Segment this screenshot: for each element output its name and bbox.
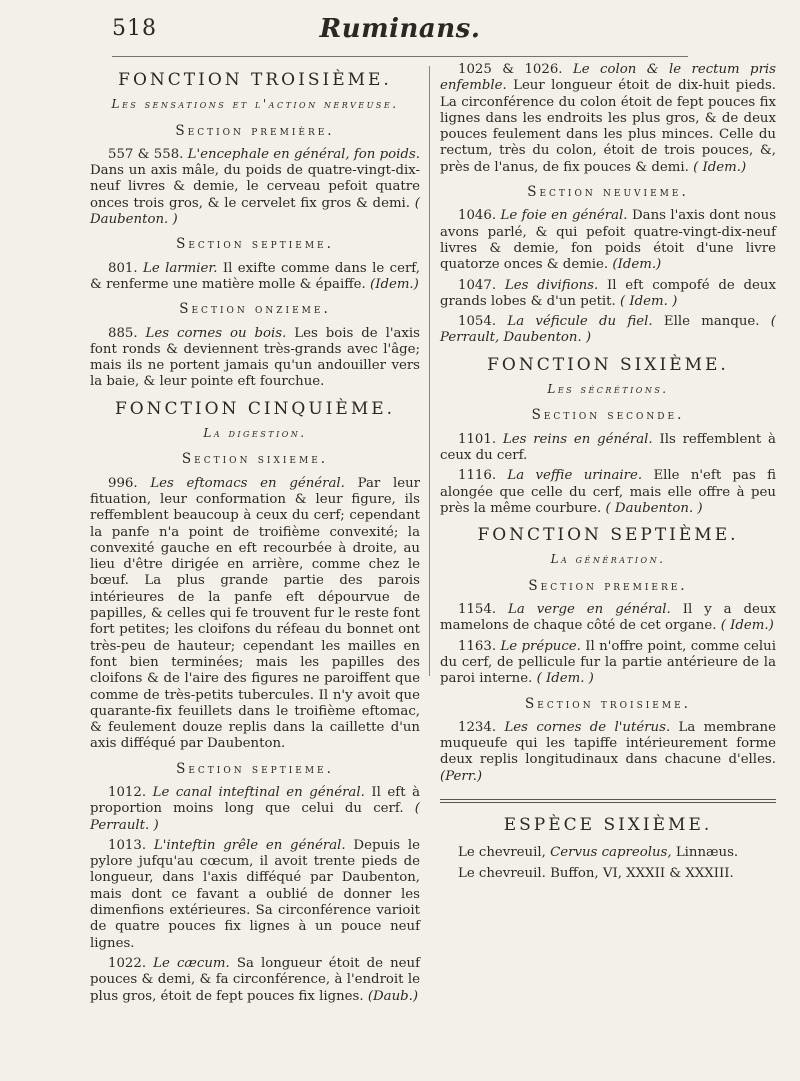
species-latin-name: Cervus capreolus,	[550, 845, 672, 861]
article-body: Par leur fituation, leur conformation & leur figure, ils reffemblent beaucoup à ceux du cerf; cependant la panfe n'a point de troifième convexité; la convexité gauche en eft recourbée à droite, au lieu d'être dirigée en arrière, comme chez le bœuf. La plus grande partie des parois intérieures de la panfe eft dépourvue de papilles, & celles qui fe trouvent fur le reste font fort petites; les cloifons du réfeau du bonnet ont très-peu de hauteur; cependant les mailles en font bien terminées; mais les papilles des cloifons & de l'aire des figures ne paroiffent que comme de très-petits tubercules. Il n'y avoit que quarante-fix feuillets dans le troifième eftomac, & feulement douze replis dans la caillette d'un axis difféqué par Daubenton.	[90, 475, 420, 752]
species-reference: Le chevreuil. Buffon, VI, XXXII & XXXIII.	[458, 865, 734, 881]
article-number: 1022.	[108, 955, 147, 971]
article-title: La veffie urinaire.	[507, 468, 643, 484]
article-number: 557 & 558.	[108, 146, 184, 162]
section-title: Section seconde.	[531, 407, 685, 424]
species-heading: ESPÈCE SIXIÈME.	[503, 814, 713, 835]
running-head: Ruminans.	[319, 14, 481, 44]
article-paragraph	[90, 147, 420, 228]
section-title: Section première.	[175, 122, 335, 139]
page-number: 518	[112, 16, 157, 41]
function-subheading: Les sécrétions.	[547, 382, 669, 397]
article-title: Le larmier.	[143, 260, 218, 276]
species-common-name: Le chevreuil,	[458, 845, 546, 861]
article-body: Il n'offre point, comme celui du cerf, de pellicule fur la partie antérieure de la paroi interne.	[440, 638, 776, 687]
double-rule	[440, 799, 776, 803]
article-paragraph	[90, 261, 420, 294]
function-heading: FONCTION SEPTIÈME.	[477, 525, 739, 546]
function-subheading: Les sensations et l'action nerveuse.	[111, 97, 399, 112]
article-paragraph	[440, 278, 776, 311]
article-source: ( Perrault, Daubenton. )	[440, 314, 776, 346]
left-column	[90, 62, 420, 1081]
article-number: 1046.	[458, 208, 497, 224]
column-divider	[429, 66, 430, 676]
article-title: La véficule du fiel.	[507, 314, 653, 330]
function-heading: FONCTION SIXIÈME.	[487, 354, 729, 375]
function-heading: FONCTION CINQUIÈME.	[114, 398, 396, 419]
article-title: Le prépuce.	[500, 638, 581, 654]
section-title: Section septieme.	[176, 760, 334, 777]
article-paragraph	[440, 432, 776, 465]
article-paragraph	[90, 785, 420, 834]
function-subheading: La génération.	[550, 552, 666, 567]
section-title: Section neuvieme.	[527, 184, 689, 201]
article-source: (Perr.)	[440, 768, 483, 784]
article-number: 1054.	[458, 314, 497, 330]
article-body: Les bois de l'axis font ronds & deviennent très-grands avec l'âge; mais ils ne portent jamais qu'un andouiller vers la baie, & leur pointe eft fourchue.	[90, 325, 420, 390]
article-paragraph	[90, 476, 420, 753]
function-subheading: La digestion.	[203, 426, 307, 441]
article-title: Le foie en général.	[500, 208, 628, 224]
article-source: ( Idem.)	[720, 618, 774, 634]
article-source: (Idem.)	[612, 257, 662, 273]
article-title: L'encephale en général, fon poids.	[187, 146, 420, 162]
article-body: Leur longueur étoit de dix-huit pieds. La circonférence du colon étoit de fept pouces fix lignes dans les endroits les plus gros, & de deux pouces feulement dans les plus minces. Celle du rectum, très du colon, étoit de trois pouces, &, près de l'anus, de fix pouces & demi.	[440, 78, 777, 175]
article-number: 801.	[108, 260, 138, 276]
article-source: ( Perrault. )	[90, 801, 420, 833]
article-body: Elle n'eft pas fi alongée que celle du cerf, mais elle offre à peu près la même courbure.	[440, 468, 776, 516]
article-title: Les reins en général.	[502, 431, 653, 447]
article-paragraph	[90, 956, 420, 1005]
article-source: ( Idem. )	[536, 671, 594, 687]
article-body: Sa longueur étoit de neuf pouces & demi, & fa circonférence, à l'endroit le plus gros, étoit de fept pouces fix lignes.	[90, 955, 421, 1004]
article-source: ( Daubenton. )	[605, 500, 703, 516]
article-title: Les divifions.	[504, 277, 599, 293]
article-title: Les cornes ou bois.	[145, 325, 287, 341]
article-number: 1163.	[458, 638, 497, 654]
article-source: ( Idem. )	[619, 293, 678, 309]
article-body: Depuis le pylore jufqu'au cœcum, il avoit trente pieds de longueur, dans l'axis difféqué par Daubenton, mais dont ce favant a oublié de donner les dimenfions extérieures. Sa circonférence varioit de quatre pouces fix lignes à un pouce neuf lignes.	[90, 837, 420, 951]
article-title: Le canal inteftinal en général.	[152, 784, 365, 800]
article-paragraph	[90, 326, 420, 391]
article-number: 1234.	[458, 719, 497, 735]
article-source: (Idem.)	[370, 276, 419, 292]
article-paragraph	[440, 62, 776, 176]
article-body: Il exifte comme dans le cerf, & renferme une matière molle & épaiffe.	[90, 260, 420, 292]
article-number: 1116.	[458, 468, 497, 484]
page-header	[112, 14, 688, 46]
article-paragraph	[90, 838, 420, 952]
section-title: Section premiere.	[528, 577, 688, 594]
article-source: ( Idem.)	[693, 159, 747, 175]
article-paragraph	[440, 468, 776, 517]
article-paragraph	[440, 720, 776, 785]
article-paragraph	[440, 208, 776, 273]
article-number: 1101.	[458, 431, 497, 447]
article-source: (Daub.)	[367, 988, 419, 1004]
section-title: Section onzieme.	[179, 301, 331, 318]
article-number: 1013.	[108, 837, 147, 853]
section-title: Section troisieme.	[525, 695, 691, 712]
article-paragraph	[440, 639, 776, 688]
article-source: ( Daubenton. )	[90, 195, 420, 228]
article-title: Le colon & le rectum pris enfemble.	[440, 62, 777, 94]
species-authority: Linnæus.	[675, 845, 739, 861]
article-body: Elle manque.	[663, 314, 760, 330]
right-column	[440, 62, 776, 1081]
article-title: La verge en général.	[508, 602, 671, 618]
article-body: Dans un axis mâle, du poids de quatre-vingt-dix-neuf livres & demie, le cerveau pefoit quatre onces trois gros, & le cervelet fix gros & demi.	[90, 163, 420, 211]
article-title: Les eftomacs en général.	[150, 475, 345, 491]
function-heading: FONCTION TROISIÈME.	[118, 70, 392, 90]
article-number: 885.	[108, 325, 138, 341]
section-title: Section sixieme.	[181, 451, 329, 468]
article-body: Il y a deux mamelons de chaque côté de cet organe.	[440, 602, 776, 634]
article-body: La membrane muqueufe qui les tapiffe intérieurement forme deux replis longitudinaux dans chacune d'elles.	[440, 719, 776, 768]
article-title: Le cæcum.	[153, 955, 230, 971]
article-number: 1047.	[458, 277, 497, 293]
article-title: L'inteftin grêle en général.	[153, 837, 346, 853]
article-paragraph	[440, 314, 776, 347]
article-title: Les cornes de l'utérus.	[504, 719, 671, 735]
article-body: Il eft compofé de deux grands lobes & d'un petit.	[440, 277, 776, 309]
header-rule	[112, 56, 688, 57]
article-paragraph	[440, 602, 776, 635]
article-number: 1154.	[458, 602, 497, 618]
article-body: Il eft à proportion moins long que celui du cerf.	[90, 784, 420, 817]
article-number: 1012.	[108, 784, 147, 800]
article-number: 996.	[108, 475, 138, 491]
article-number: 1025 & 1026.	[458, 62, 563, 77]
article-body: Dans l'axis dont nous avons parlé, & qui pefoit quatre-vingt-dix-neuf livres & demie, fon poids étoit d'une livre quatorze onces & demie.	[440, 208, 777, 273]
article-body: Ils reffemblent à ceux du cerf.	[440, 431, 776, 463]
species-line	[440, 845, 776, 861]
section-title: Section septieme.	[176, 236, 334, 253]
